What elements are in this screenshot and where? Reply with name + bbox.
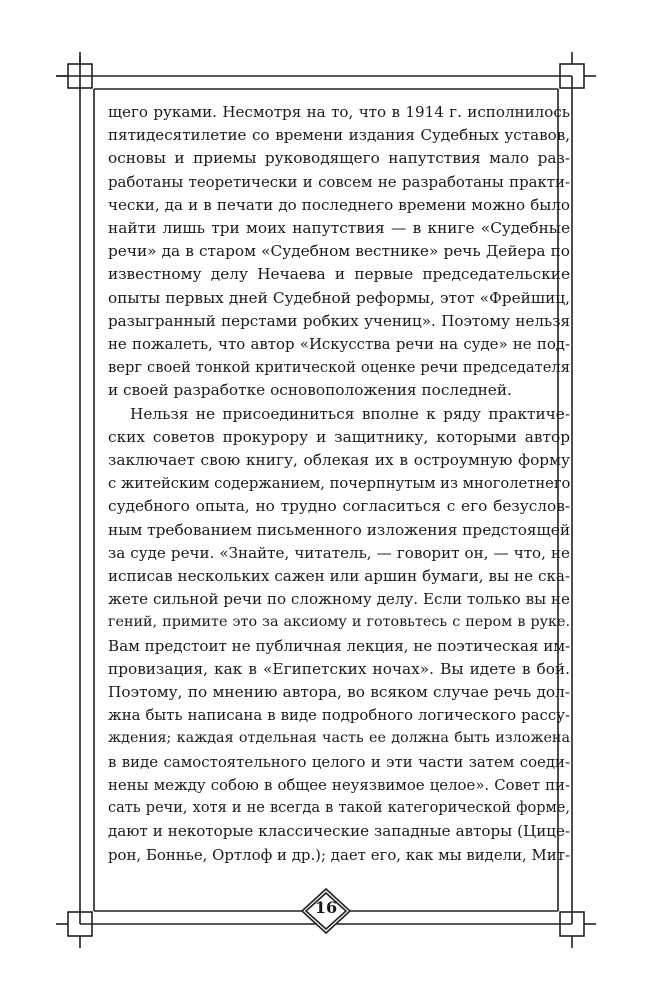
text-line: Нельзя не присоединиться вполне к ряду практиче-: [130, 404, 570, 423]
text-line: чески, да и в печати до последнего времени можно было: [108, 195, 570, 214]
text-line: Поэтому, по мнению автора, во всяком случае речь дол-: [108, 683, 570, 702]
text-line: заключает свою книгу, облекая их в остроумную форму: [108, 451, 570, 470]
text-line: щего руками. Несмотря на то, что в 1914 г. исполнилось: [108, 103, 570, 121]
text-line: известному делу Нечаева и первые председательские: [108, 265, 570, 284]
page-number: 16: [314, 898, 338, 917]
text-line: и своей разработке основоположения последней.: [108, 381, 512, 400]
text-line: пятидесятилетие со времени издания Судебных уставов,: [108, 126, 570, 145]
text-line: гений, примите это за аксиому и готовьтесь с пером в руке.: [108, 614, 570, 631]
text-line: ждения; каждая отдельная часть ее должна быть изложена: [108, 730, 570, 747]
text-line: опыты первых дней Судебной реформы, этот «Фрейшиц,: [108, 288, 570, 307]
text-line: с житейским содержанием, почерпнутым из многолетнего: [108, 475, 570, 493]
text-line: дают и некоторые классические западные авторы (Цице-: [108, 822, 570, 841]
text-line: верг своей тонкой критической оценке речи председателя: [108, 359, 570, 377]
text-line: жете сильной речи по сложному делу. Если только вы не: [108, 590, 570, 609]
text-line: сать речи, хотя и не всегда в такой категорической форме,: [108, 800, 570, 817]
text-line: провизация, как в «Египетских ночах». Вы идете в бой.: [108, 659, 570, 678]
text-line: разыгранный перстами робких учениц». Поэтому нельзя: [108, 311, 570, 330]
text-line: судебного опыта, но трудно согласиться с его безуслов-: [108, 497, 570, 516]
text-line: ным требованием письменного изложения предстоящей: [108, 520, 570, 539]
text-line: речи» да в старом «Судебном вестнике» речь Дейера по: [108, 242, 570, 261]
text-line: [108, 867, 570, 871]
text-line: найти лишь три моих напутствия — в книге «Судебные: [108, 219, 570, 238]
text-line: исписав нескольких сажен или аршин бумаги, вы не ска-: [108, 567, 570, 586]
text-line: за суде речи. «Знайте, читатель, — говорит он, — что, не: [108, 543, 570, 562]
body-text: [108, 101, 570, 871]
text-line: работаны теоретически и совсем не разработаны практи-: [108, 172, 570, 191]
text-line: нены между собою в общее неуязвимое целое». Совет пи-: [108, 775, 570, 794]
paragraph-1: [108, 101, 570, 403]
text-line: ских советов прокурору и защитнику, которыми автор: [108, 427, 570, 446]
text-line: в виде самостоятельного целого и эти части затем соеди-: [108, 752, 570, 771]
text-line: жна быть написана в виде подробного логического рассу-: [108, 706, 570, 725]
paragraph-2: [108, 403, 570, 871]
text-line: не пожалеть, что автор «Искусства речи на суде» не под-: [108, 335, 570, 354]
text-line: рон, Боннье, Ортлоф и др.); дает его, как мы видели, Мит-: [108, 845, 570, 864]
text-line: основы и приемы руководящего напутствия мало раз-: [108, 149, 570, 168]
text-line: Вам предстоит не публичная лекция, не поэтическая им-: [108, 636, 570, 655]
